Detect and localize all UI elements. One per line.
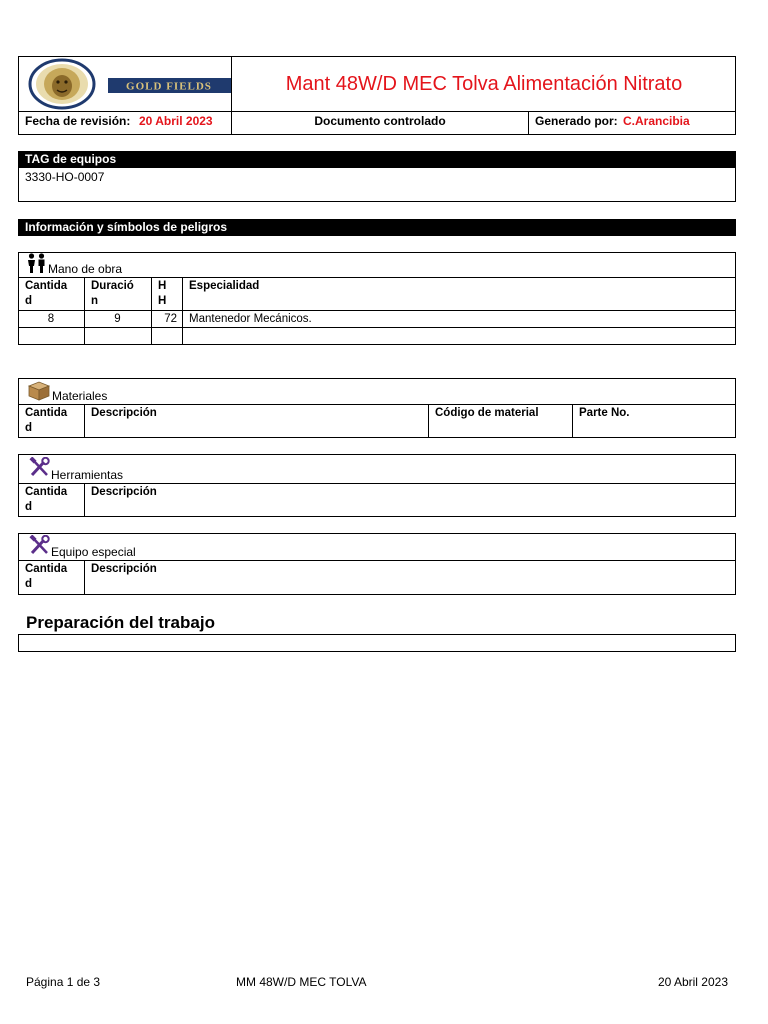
materials-header-part: Parte No. [579, 407, 630, 419]
special-header-description: Descripción [91, 563, 157, 575]
tools-title: Herramientas [51, 468, 124, 482]
revision-date: 20 Abril 2023 [139, 114, 213, 128]
labor-row-duration: 9 [114, 313, 121, 325]
tools-icon [29, 457, 51, 477]
preparation-box [18, 634, 736, 652]
labor-title: Mano de obra [48, 262, 123, 276]
labor-header-qty: Cantida d [25, 280, 68, 307]
generated-label: Generado por: [535, 114, 618, 128]
footer-page: Página 1 de 3 [26, 975, 101, 989]
box-icon [27, 379, 51, 401]
labor-header-specialty: Especialidad [189, 280, 260, 292]
tag-value: 3330-HO-0007 [25, 170, 105, 184]
controlled-label: Documento controlado [314, 114, 446, 128]
labor-row-qty: 8 [47, 313, 55, 325]
revision-label: Fecha de revisión: [25, 114, 131, 128]
brand-text: GOLD FIELDS [126, 80, 212, 93]
labor-header-duration: Duració n [91, 280, 134, 307]
company-logo [26, 58, 231, 110]
tag-box [18, 167, 736, 202]
special-tools-icon [29, 535, 51, 555]
materials-title: Materiales [52, 389, 108, 403]
labor-row-hh: 72 [164, 313, 177, 325]
document-title: Mant 48W/D MEC Tolva Alimentación Nitrato [285, 73, 683, 95]
materials-header-code: Código de material [435, 407, 539, 419]
footer-date: 20 Abril 2023 [657, 975, 728, 989]
generated-by: C.Arancibia [623, 114, 690, 128]
labor-row-specialty: Mantenedor Mecánicos. [189, 313, 312, 325]
hazards-heading: Información y símbolos de peligros [18, 219, 736, 236]
materials-header-description: Descripción [91, 407, 157, 419]
labor-header-hh: H H [158, 280, 167, 307]
special-header-qty: Cantida d [25, 563, 68, 590]
preparation-title: Preparación del trabajo [26, 613, 215, 632]
materials-header-qty: Cantida d [25, 407, 68, 434]
people-icon [26, 253, 48, 273]
tag-heading: TAG de equipos [18, 151, 736, 168]
special-title: Equipo especial [51, 545, 136, 559]
footer-doc: MM 48W/D MEC TOLVA [236, 975, 367, 989]
tools-header-description: Descripción [91, 486, 157, 498]
tools-header-qty: Cantida d [25, 486, 68, 513]
